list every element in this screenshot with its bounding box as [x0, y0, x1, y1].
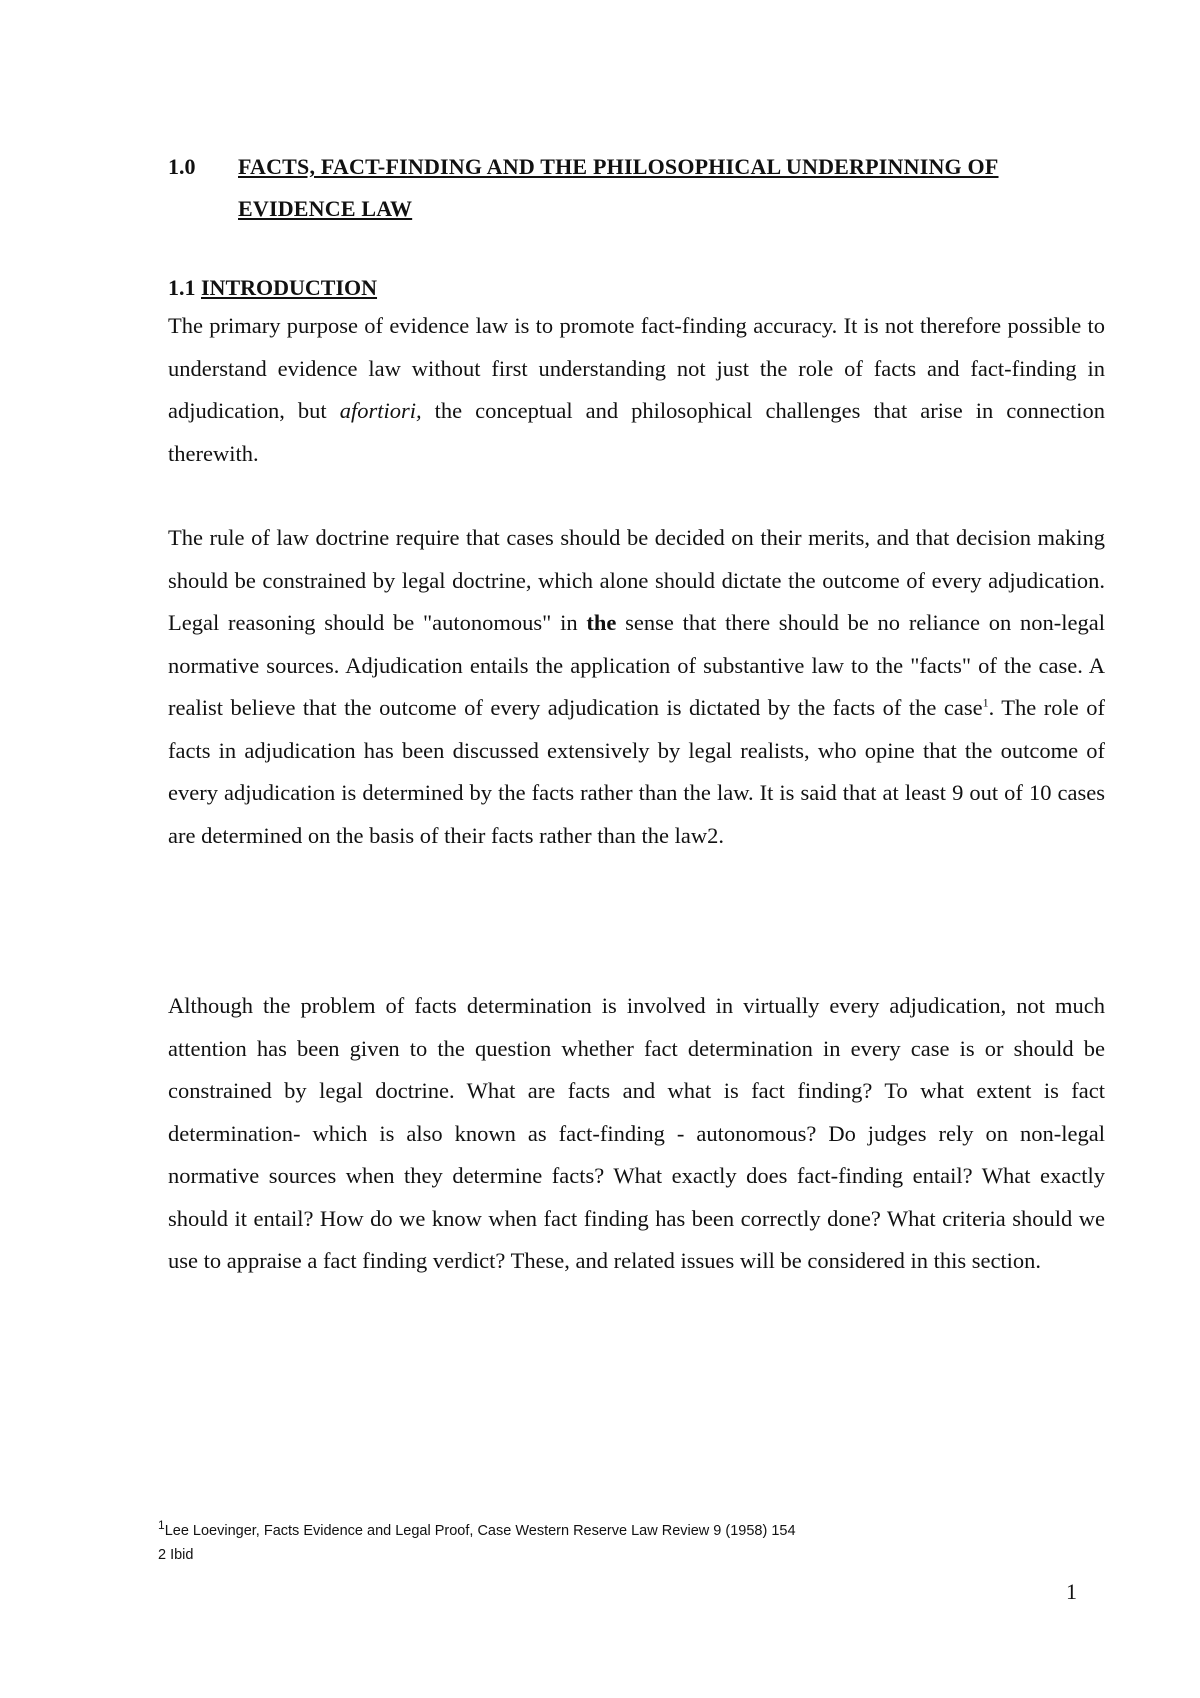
subheading-title: INTRODUCTION	[201, 275, 378, 300]
heading-row-1	[168, 146, 1088, 188]
paragraph-2-bold: the	[586, 610, 617, 635]
chapter-heading	[168, 146, 1088, 230]
section-subheading	[168, 273, 377, 303]
footnote-ref-1: 1	[982, 695, 989, 710]
paragraph-1-text-b: the conceptual and philosophical challenges that arise in connection therewith.	[168, 398, 1106, 466]
footnote-2: 2 Ibid	[158, 1547, 194, 1563]
paragraph-1-italic: afortiori,	[339, 398, 422, 423]
heading-number: 1.0	[168, 154, 196, 179]
paragraph-1-text-a: The primary purpose of evidence law is to promote fact-finding accuracy. It is not therefore possible to understand evidence law without first understanding not just the role of facts and fact-finding in adjudication, but	[168, 313, 1105, 423]
paragraph-2	[168, 517, 1105, 857]
footnotes	[158, 1519, 796, 1567]
paragraph-1	[168, 305, 1105, 475]
footnote-1	[158, 1519, 796, 1543]
paragraph-2-text-c: . The role of facts in adjudication has been discussed extensively by legal realists, who opine that the outcome of every adjudication is determined by the facts rather than the law. It is said that at least 9 out of 10 cases are determined on the basis of their facts rather than the law2.	[168, 695, 1105, 848]
subheading-number: 1.1	[168, 275, 196, 300]
footnote-1-text: Lee Loevinger, Facts Evidence and Legal Proof, Case Western Reserve Law Review 9 (1958) 154	[164, 1523, 796, 1539]
paragraph-2-text-b: sense that there should be no reliance on non-legal normative sources. Adjudication entails the application of substantive law to the "facts" of the case. A realist believe that the outcome of every adjudication is dictated by the facts of the case	[168, 610, 1105, 720]
heading-line-2: EVIDENCE LAW	[238, 196, 413, 221]
footnote-1-marker: 1	[158, 1518, 165, 1533]
heading-row-2	[168, 188, 1088, 230]
paragraph-2-text-a: The rule of law doctrine require that cases should be decided on their merits, and that decision making should be constrained by legal doctrine, which alone should dictate the outcome of every adjudication. Legal reasoning should be "autonomous" in	[168, 525, 1105, 635]
heading-indent	[168, 188, 238, 230]
page-number: 1	[1066, 1579, 1077, 1604]
heading-line-1: FACTS, FACT-FINDING AND THE PHILOSOPHICAL UNDERPINNING OF	[238, 154, 999, 179]
paragraph-3: Although the problem of facts determination is involved in virtually every adjudication, not much attention has been given to the question whether fact determination in every case is or should be constrained by legal doctrine. What are facts and what is fact finding? To what extent is fact determination- which is also known as fact-finding - autonomous? Do judges rely on non-legal normative sources when they determine facts? What exactly does fact-finding entail? What exactly should it entail? How do we know when fact finding has been correctly done? What criteria should we use to appraise a fact finding verdict? These, and related issues will be considered in this section.	[168, 993, 1105, 1273]
